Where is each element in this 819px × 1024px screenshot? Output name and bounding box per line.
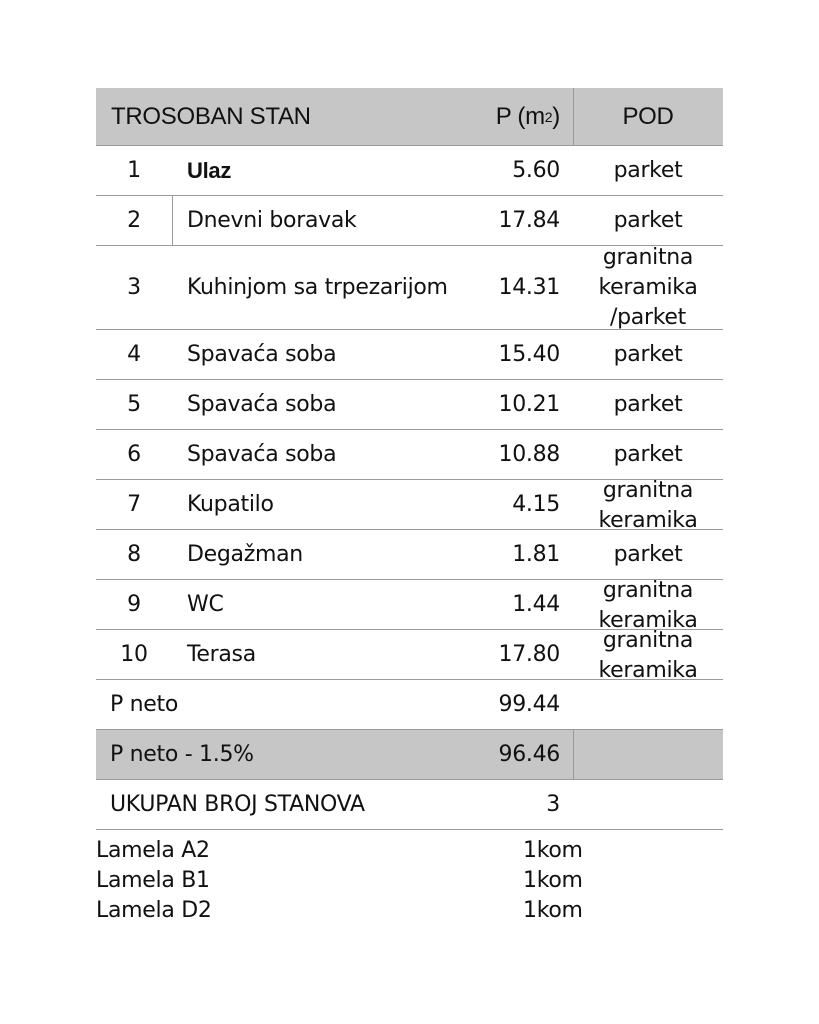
lamela-count: 1kom <box>523 898 583 923</box>
row-number: 2 <box>127 208 141 233</box>
room-floor: granitna keramika <box>598 477 698 533</box>
room-name: Spavaća soba <box>187 342 337 367</box>
net-reduced-row <box>96 730 723 780</box>
room-name: Dnevni boravak <box>187 208 357 233</box>
column-divider <box>573 730 574 779</box>
table-row <box>96 380 723 430</box>
table-row <box>96 577 723 633</box>
table-row <box>96 477 723 533</box>
column-divider <box>172 196 173 245</box>
total-units-value: 3 <box>546 792 560 817</box>
table-row <box>96 627 723 683</box>
room-floor: parket <box>613 441 683 467</box>
room-floor: parket <box>613 541 683 567</box>
lamela-list <box>96 838 596 928</box>
net-reduced-label: P neto - 1.5% <box>110 742 254 767</box>
room-area: 17.84 <box>498 208 560 233</box>
list-item <box>96 898 596 928</box>
room-floor: granitna keramika /parket <box>598 244 698 330</box>
room-name: Ulaz <box>187 157 232 183</box>
room-name: Kupatilo <box>187 492 274 517</box>
row-number: 7 <box>127 492 141 517</box>
lamela-count: 1kom <box>523 838 583 863</box>
room-floor: parket <box>613 391 683 417</box>
room-name: Kuhinjom sa trpezarijom <box>187 275 448 300</box>
lamela-name: Lamela D2 <box>96 898 212 923</box>
row-number: 4 <box>127 342 141 367</box>
room-area: 4.15 <box>512 492 560 517</box>
table-row <box>96 196 723 246</box>
header-area-close: ) <box>552 102 560 130</box>
table-row <box>96 146 723 196</box>
header-area: P (m 2 ) <box>495 102 560 130</box>
room-name: Degažman <box>187 542 303 567</box>
total-units-label: UKUPAN BROJ STANOVA <box>110 792 365 817</box>
lamela-count: 1kom <box>523 868 583 893</box>
table-row <box>96 530 723 580</box>
row-number: 6 <box>127 442 141 467</box>
apartment-area-table <box>96 88 723 830</box>
room-name: WC <box>187 592 224 617</box>
room-area: 15.40 <box>498 342 560 367</box>
room-area: 1.81 <box>512 542 560 567</box>
room-floor: parket <box>613 341 683 367</box>
table-row <box>96 430 723 480</box>
list-item <box>96 868 596 898</box>
net-area-value: 99.44 <box>498 692 560 717</box>
room-name: Terasa <box>187 642 256 667</box>
row-number: 10 <box>120 642 148 667</box>
table-row <box>96 330 723 380</box>
row-number: 5 <box>127 392 141 417</box>
table-row <box>96 246 723 330</box>
row-number: 1 <box>127 158 141 183</box>
row-number: 9 <box>127 592 141 617</box>
room-name: Spavaća soba <box>187 392 337 417</box>
room-area: 10.21 <box>498 392 560 417</box>
net-reduced-value: 96.46 <box>498 742 560 767</box>
room-area: 10.88 <box>498 442 560 467</box>
row-number: 8 <box>127 542 141 567</box>
header-area-label: P (m <box>495 102 545 130</box>
room-area: 5.60 <box>512 158 560 183</box>
total-units-row <box>96 780 723 830</box>
room-area: 14.31 <box>498 275 560 300</box>
net-area-label: P neto <box>110 692 179 717</box>
row-number: 3 <box>127 275 141 300</box>
table-header <box>96 88 723 146</box>
lamela-name: Lamela B1 <box>96 868 210 893</box>
room-name: Spavaća soba <box>187 442 337 467</box>
room-floor: granitna keramika <box>598 627 698 683</box>
room-area: 17.80 <box>498 642 560 667</box>
header-title: TROSOBAN STAN <box>111 102 311 130</box>
header-floor: POD <box>622 102 674 130</box>
lamela-name: Lamela A2 <box>96 838 210 863</box>
room-area: 1.44 <box>512 592 560 617</box>
net-area-row <box>96 680 723 730</box>
room-floor: granitna keramika <box>598 577 698 633</box>
room-floor: parket <box>613 207 683 233</box>
list-item <box>96 838 596 868</box>
room-floor: parket <box>613 157 683 183</box>
